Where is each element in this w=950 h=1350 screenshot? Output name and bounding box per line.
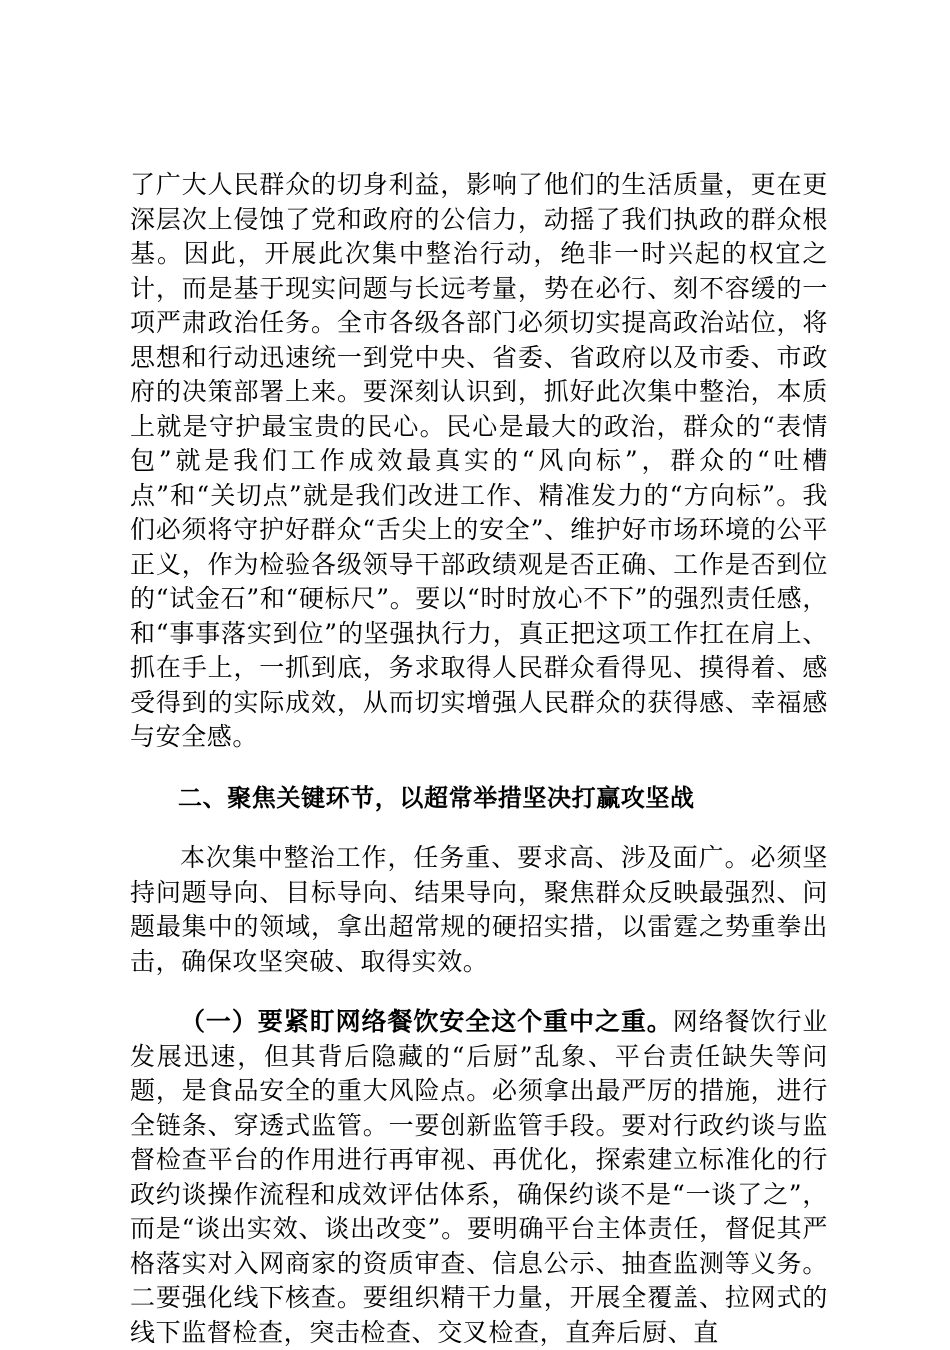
subsection-lead: （一）要紧盯网络餐饮安全这个重中之重。 (180, 1007, 673, 1036)
subsection-paragraph (130, 1005, 828, 1350)
subsection-body: 网络餐饮行业发展迅速，但其背后隐藏的“后厨”乱象、平台责任缺失等问题，是食品安全的重大风险点。必须拿出最严厉的措施，进行全链条、穿透式监管。一要创新监管手段。要对行政约谈与监督检查平台的作用进行再审视、再优化，探索建立标准化的行政约谈操作流程和成效评估体系，确保约谈不是“一谈了之”，而是“谈出实效、谈出改变”。要明确平台主体责任，督促其严格落实对入网商家的资质审查、信息公示、抽查监测等义务。二要强化线下核查。要组织精干力量，开展全覆盖、拉网式的线下监督检查，突击检查、交叉检查，直奔后厨、直 (130, 1007, 828, 1347)
body-paragraph-continued: 了广大人民群众的切身利益，影响了他们的生活质量，更在更深层次上侵蚀了党和政府的公信力，动摇了我们执政的群众根基。因此，开展此次集中整治行动，绝非一时兴起的权宜之计，而是基于现实问题与长远考量，势在必行、刻不容缓的一项严肃政治任务。全市各级各部门必须切实提高政治站位，将思想和行动迅速统一到党中央、省委、省政府以及市委、市政府的决策部署上来。要深刻认识到，抓好此次集中整治，本质上就是守护最宝贵的民心。民心是最大的政治，群众的“表情包”就是我们工作成效最真实的“风向标”，群众的“吐槽点”和“关切点”就是我们改进工作、精准发力的“方向标”。我们必须将守护好群众“舌尖上的安全”、维护好市场环境的公平正义，作为检验各级领导干部政绩观是否正确、工作是否到位的“试金石”和“硬标尺”。要以“时时放心不下”的强烈责任感，和“事事落实到位”的坚强执行力，真正把这项工作扛在肩上、抓在手上，一抓到底，务求取得人民群众看得见、摸得着、感受得到的实际成效，从而切实增强人民群众的获得感、幸福感与安全感。 (130, 170, 828, 751)
section-heading: 二、聚焦关键环节，以超常举措坚决打赢攻坚战 (178, 783, 695, 812)
document-page (130, 168, 828, 1350)
body-paragraph-intro: 本次集中整治工作，任务重、要求高、涉及面广。必须坚持问题导向、目标导向、结果导向，聚焦群众反映最强烈、问题最集中的领域，拿出超常规的硬招实措，以雷霆之势重拳出击，确保攻坚突破、取得实效。 (130, 843, 828, 976)
